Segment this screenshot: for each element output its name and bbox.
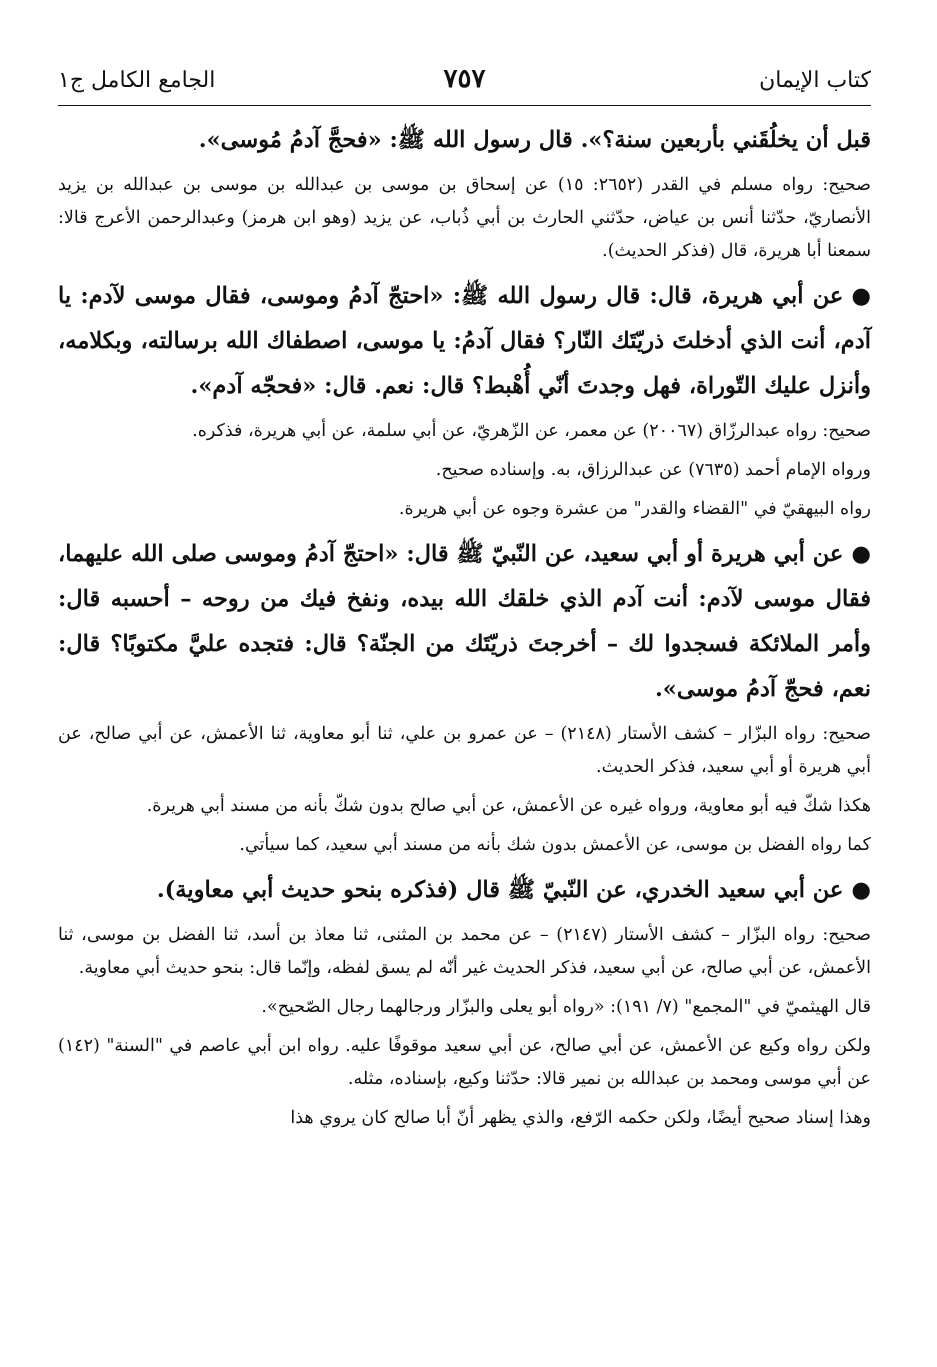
page-header bbox=[58, 60, 871, 104]
takhrij-note bbox=[58, 991, 871, 1024]
hadith-continuation bbox=[58, 118, 871, 163]
takhrij-note bbox=[58, 1102, 871, 1135]
takhrij-note bbox=[58, 454, 871, 487]
bullet-icon: ● bbox=[851, 283, 871, 309]
page-body bbox=[58, 118, 871, 1141]
note-text: كما رواه الفضل بن موسى، عن الأعمش بدون شك بأنه من مسند أبي سعيد، كما سيأتي. bbox=[239, 835, 871, 855]
takhrij-note bbox=[58, 169, 871, 268]
note-text: هكذا شكّ فيه أبو معاوية، ورواه غيره عن الأعمش، عن أبي صالح بدون شكّ بأنه من مسند أبي هريرة. bbox=[146, 796, 871, 816]
page-number: ٧٥٧ bbox=[443, 64, 486, 94]
note-text: صحيح: رواه عبدالرزّاق (٢٠٠٦٧) عن معمر، عن الزّهريّ، عن أبي سلمة، عن أبي هريرة، فذكره. bbox=[192, 421, 871, 441]
note-text: ورواه الإمام أحمد (٧٦٣٥) عن عبدالرزاق، به. وإسناده صحيح. bbox=[435, 460, 871, 480]
hadith-paragraph bbox=[58, 274, 871, 409]
note-text: وهذا إسناد صحيح أيضًا، ولكن حكمه الرّفع، والذي يظهر أنّ أبا صالح كان يروي هذا bbox=[290, 1108, 871, 1128]
chapter-title: كتاب الإيمان bbox=[759, 68, 871, 93]
note-text: صحيح: رواه البزّار – كشف الأستار (٢١٤٨) – عن عمرو بن علي، ثنا أبو معاوية، ثنا الأعمش، عن أبي صالح، عن أبي هريرة أو أبي سعيد، فذكر الحديث. bbox=[58, 724, 871, 777]
takhrij-note bbox=[58, 790, 871, 823]
hadith-text: عن أبي هريرة أو أبي سعيد، عن النّبيّ ﷺ قال: «احتجّ آدمُ وموسى صلى الله عليهما، فقال موسى لآدم: أنت آدم الذي خلقك الله بيده، ونفخ فيك من روحه – أحسبه قال: وأمر الملائكة فسجدوا لك – أخرجتَ ذريّتَك من الجنّة؟ قال: فتجده عليَّ مكتوبًا؟ قال: نعم، فحجّ آدمُ موسى». bbox=[58, 541, 871, 702]
takhrij-note bbox=[58, 493, 871, 526]
note-text: رواه البيهقيّ في "القضاء والقدر" من عشرة وجوه عن أبي هريرة. bbox=[398, 499, 871, 519]
hadith-text: عن أبي هريرة، قال: قال رسول الله ﷺ: «احتجّ آدمُ وموسى، فقال موسى لآدم: يا آدم، أنت الذي أدخلتَ ذريّتَك النّار؟ فقال آدمُ: يا موسى، اصطفاك الله برسالته، وبكلامه، وأنزل عليك التّوراة، فهل وجدتَ أنّي أُهْبط؟ قال: نعم. قال: «فحجّه آدم». bbox=[58, 283, 871, 399]
takhrij-note bbox=[58, 1030, 871, 1096]
bullet-icon: ● bbox=[851, 541, 871, 567]
book-title: الجامع الكامل ج١ bbox=[58, 68, 216, 93]
takhrij-note bbox=[58, 919, 871, 985]
takhrij-note bbox=[58, 718, 871, 784]
hadith-paragraph bbox=[58, 868, 871, 913]
note-text: صحيح: رواه مسلم في القدر (٢٦٥٢: ١٥) عن إسحاق بن موسى بن عبدالله بن موسى بن عبدالله بن يزيد الأنصاريّ، حدّثنا أنس بن عياض، حدّثني الحارث بن أبي ذُباب، عن يزيد (وهو ابن هرمز) وعبدالرحمن الأعرج قالا: سمعنا أبا هريرة، قال (فذكر الحديث). bbox=[58, 175, 872, 261]
note-text: قال الهيثميّ في "المجمع" (٧/ ١٩١): «رواه أبو يعلى والبزّار ورجالهما رجال الصّحيح». bbox=[261, 997, 871, 1017]
hadith-text: قبل أن يخلُقَني بأربعين سنة؟». قال رسول الله ﷺ: «فحجَّ آدمُ مُوسى». bbox=[198, 127, 871, 153]
note-text: صحيح: رواه البزّار – كشف الأستار (٢١٤٧) – عن محمد بن المثنى، ثنا معاذ بن أسد، ثنا الفضل بن موسى، ثنا الأعمش، عن أبي صالح، عن أبي سعيد، فذكر الحديث غير أنّه لم يسق لفظه، وإنّما قال: بنحو حديث أبي معاوية. bbox=[58, 925, 871, 978]
bullet-icon: ● bbox=[851, 877, 871, 903]
takhrij-note bbox=[58, 829, 871, 862]
header-divider bbox=[58, 105, 871, 106]
note-text: ولكن رواه وكيع عن الأعمش، عن أبي صالح، عن أبي سعيد موقوفًا عليه. رواه ابن أبي عاصم في "السنة" (١٤٢) عن أبي موسى ومحمد بن عبدالله بن نمير قالا: حدّثنا وكيع، بإسناده، مثله. bbox=[58, 1036, 871, 1089]
hadith-paragraph bbox=[58, 532, 871, 712]
hadith-text: عن أبي سعيد الخدري، عن النّبيّ ﷺ قال (فذكره بنحو حديث أبي معاوية). bbox=[156, 877, 844, 903]
takhrij-note bbox=[58, 415, 871, 448]
